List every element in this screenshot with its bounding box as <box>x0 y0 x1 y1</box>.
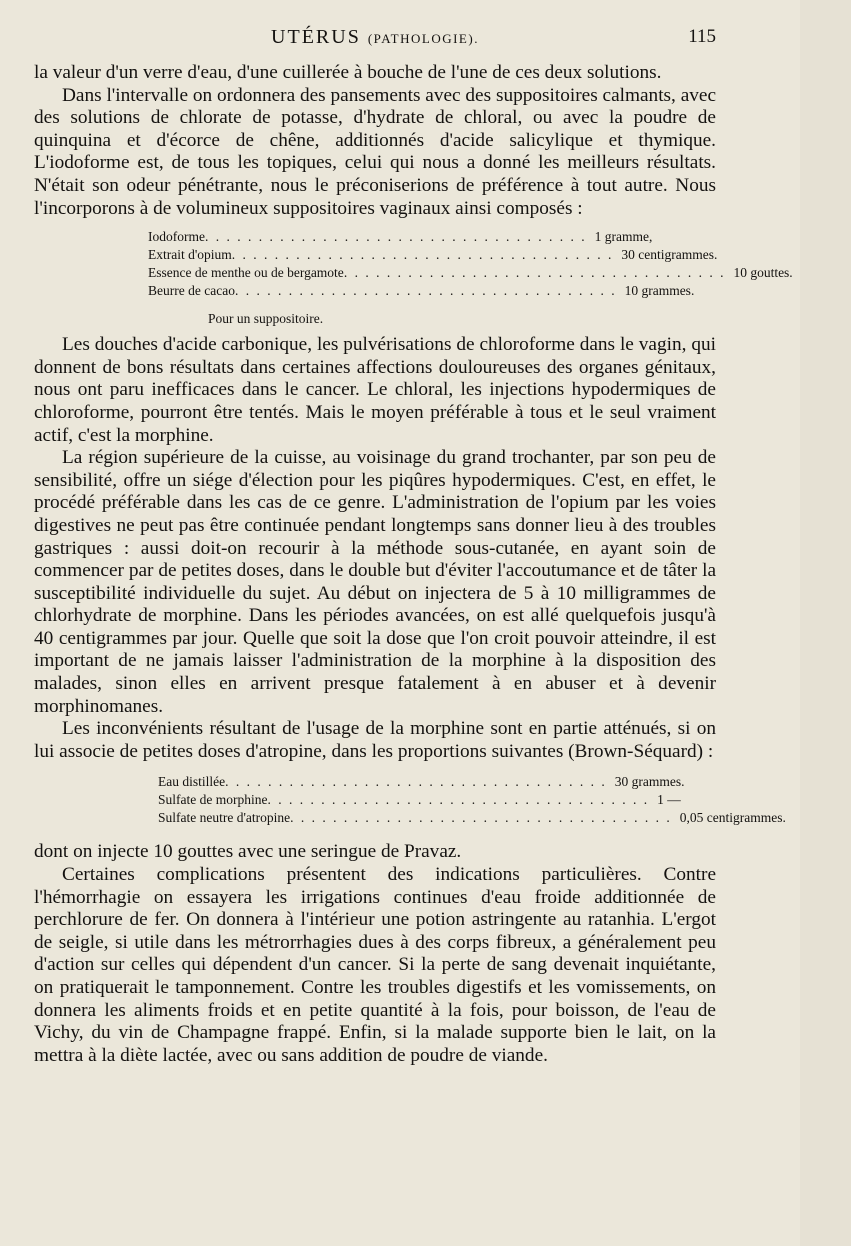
prescription-note: Pour un suppositoire. <box>208 311 324 327</box>
quantity: 1 — <box>657 792 681 808</box>
running-head-subtitle: (PATHOLOGIE). <box>367 31 479 46</box>
ingredient: Beurre de cacao <box>148 283 235 299</box>
quantity: 10 grammes. <box>624 283 695 299</box>
ingredient: Sulfate de morphine <box>158 792 268 808</box>
paragraph: Dans l'intervalle on ordonnera des pansements avec des suppositoires calmants, avec des solutions de chlorate de potasse, d'hydrate de chloral, ou avec la poudre de quinquina et d'écorce de chêne, additionnés d'acide salicylique et thymique. L'iodoforme est, de tous les topiques, celui qui nous a donné les meilleurs résultats. N'était son odeur pénétrante, nous le préconiserions de préférence à tout autre. Nous l'incorporons à de volumineux suppositoires vaginaux ainsi composés : <box>34 84 717 219</box>
paragraph: Certaines complications présentent des indications particulières. Contre l'hémorrhagie on essayera les irrigations continues d'eau froide additionnée de perchlorure de fer. On donnera à l'intérieur une potion astringente au ratanhia. L'ergot de seigle, si utile dans les métrorrhagies dues à des corps fibreux, a généralement peu d'action sur celles qui dépendent d'un cancer. Si la perte de sang devenait inquiétante, on pratiquerait le tamponnement. Contre les troubles digestifs et les vomissements, on donnera les aliments froids et en petite quantité à la fois, pour boisson, de l'eau de Vichy, du vin de Champagne frappé. Enfin, si la malade supporte bien le lait, on la mettra à la diète lactée, avec ou sans addition de poudre de viande. <box>34 864 716 1066</box>
paragraph: dont on injecte 10 gouttes avec une seringue de Pravaz. <box>34 841 462 863</box>
ingredient: Iodoforme <box>148 229 205 245</box>
page-number: 115 <box>688 26 716 47</box>
prescription-row: Essence de menthe ou de bergamote . . . . . . . . . . . . . . . . . . . . . . . . . . . . . . . . . . . . 10 gouttes. <box>148 264 618 282</box>
running-head <box>34 26 716 49</box>
quantity: 0,05 centigrammes. <box>679 810 786 826</box>
paragraph: Les inconvénients résultant de l'usage de la morphine sont en partie atténués, si on lui associe de petites doses d'atropine, dans les proportions suivantes (Brown-Séquard) : <box>34 718 716 762</box>
paragraph: la valeur d'un verre d'eau, d'une cuillerée à bouche de l'une de ces deux solutions. <box>34 62 662 83</box>
ingredient: Extrait d'opium <box>148 247 232 263</box>
quantity: 10 gouttes. <box>733 265 793 281</box>
paragraph: La région supérieure de la cuisse, au voisinage du grand trochanter, par son peu de sensibilité, offre un siége d'élection pour les piqûres hypodermiques. C'est, en effet, le procédé préférable dans les cas de ce genre. L'administration de l'opium par les voies digestives ne peut pas être continuée pendant longtemps sans donner lieu à des troubles gastriques : aussi doit-on recourir à la méthode sous-cutanée, en ayant soin de commencer par de petites doses, dans le double but d'éviter l'accoutumance et de tâter la susceptibilité individuelle du sujet. Au début on injectera de 5 à 10 milligrammes de chlorhydrate de morphine. Dans les périodes avancées, on est allé quelquefois jusqu'à 40 centigrammes par jour. Quelle que soit la dose que l'on croit pouvoir atteindre, il est important de ne jamais laisser l'administration de la morphine à la disposition des malades, sinon elles en arrivent presque fatalement à en abuser et à devenir morphinomanes. <box>34 447 716 717</box>
page-header <box>34 26 716 56</box>
page-body <box>34 62 793 1067</box>
quantity: 30 grammes. <box>614 774 685 790</box>
quantity: 1 gramme, <box>594 229 653 245</box>
prescription-row: Beurre de cacao . . . . . . . . . . . . . . . . . . . . . . . . . . . . . . . . . . . . 10 grammes. <box>148 282 618 300</box>
quantity: 30 centigrammes. <box>621 247 718 263</box>
ingredient: Essence de menthe ou de bergamote <box>148 265 344 281</box>
prescription-suppository <box>148 228 793 328</box>
prescription-row: Sulfate de morphine . . . . . . . . . . . . . . . . . . . . . . . . . . . . . . . . . . . . 1 — <box>158 791 628 809</box>
ingredient: Eau distillée <box>158 774 226 790</box>
running-head-title: UTÉRUS <box>271 26 361 48</box>
prescription-row: Iodoforme . . . . . . . . . . . . . . . . . . . . . . . . . . . . . . . . . . . . 1 gramme, <box>148 228 618 246</box>
prescription-row: Extrait d'opium . . . . . . . . . . . . . . . . . . . . . . . . . . . . . . . . . . . . 30 centigrammes. <box>148 246 618 264</box>
ingredient: Sulfate neutre d'atropine <box>158 810 291 826</box>
prescription-injection <box>158 773 786 827</box>
prescription-row: Sulfate neutre d'atropine . . . . . . . . . . . . . . . . . . . . . . . . . . . . . . . . . . . . 0,05 centigrammes. <box>158 809 628 827</box>
paragraph: Les douches d'acide carbonique, les pulvérisations de chloroforme dans le vagin, qui donnent de bons résultats dans certaines affections douloureuses des organes génitaux, nous ont paru inefficaces dans le cancer. Le chloral, les injections hypodermiques de chloroforme, pourront être tentés. Mais le moyen préférable à tous et le seul vraiment actif, c'est la morphine. <box>34 334 716 446</box>
prescription-row: Eau distillée . . . . . . . . . . . . . . . . . . . . . . . . . . . . . . . . . . . . 30 grammes. <box>158 773 628 791</box>
